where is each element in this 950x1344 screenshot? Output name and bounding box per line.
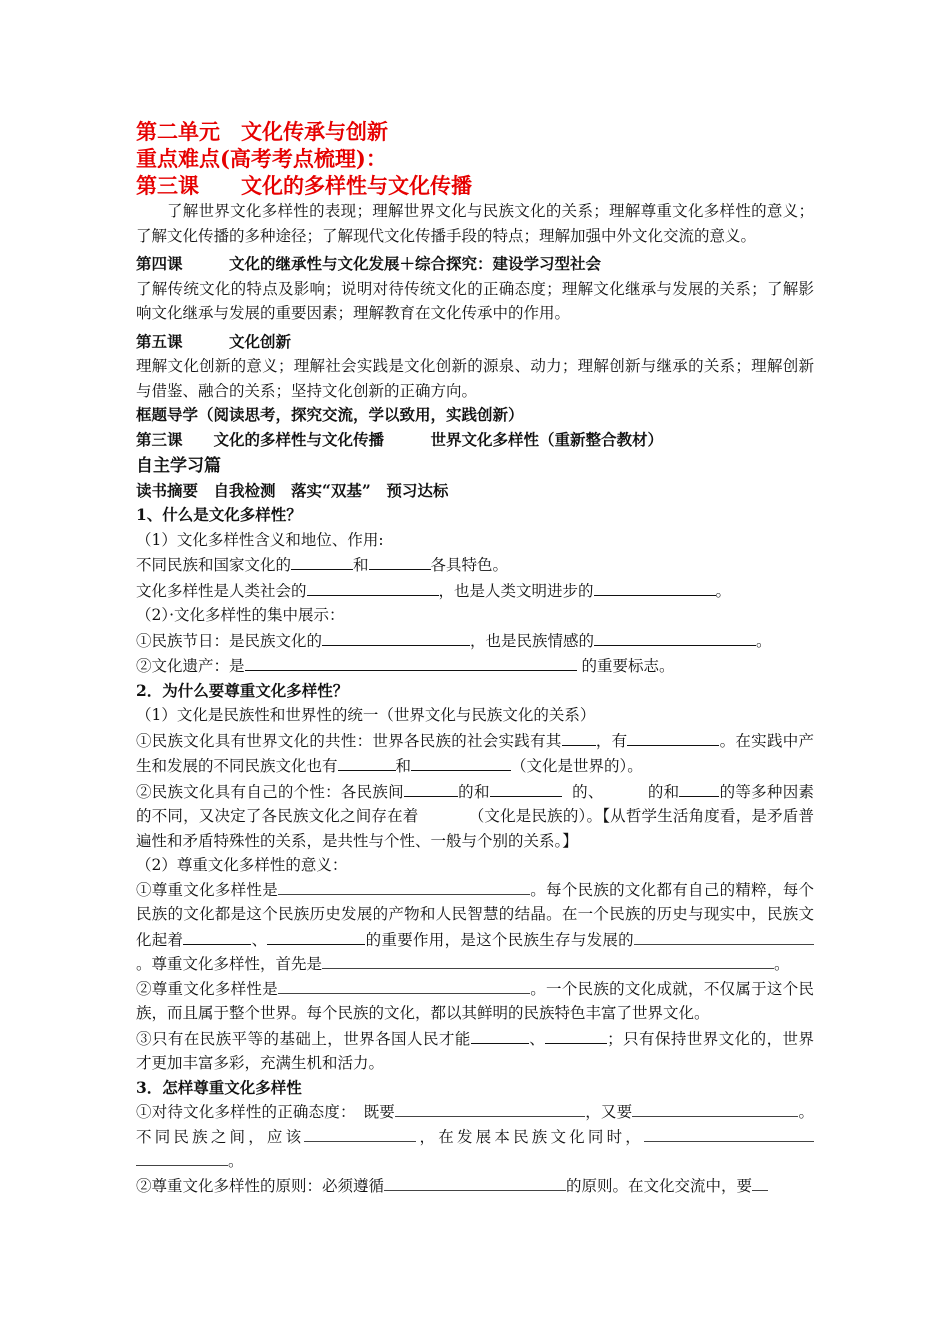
text: 文化多样性是人类社会的 xyxy=(136,581,307,600)
blank[interactable] xyxy=(545,1026,607,1044)
text: 。 xyxy=(774,955,790,973)
blank[interactable] xyxy=(307,578,439,596)
q3-para-b xyxy=(136,1174,814,1199)
document-page xyxy=(136,118,814,1198)
q1-sub1: （1）文化多样性含义和地位、作用: xyxy=(136,530,384,549)
text: ②尊重文化多样性的原则：必须遵循 xyxy=(136,1176,385,1195)
text: ，在发展本民族文化同时， xyxy=(416,1127,644,1146)
lesson3-goal: 了解世界文化多样性的表现；理解世界文化与民族文化的关系；理解尊重文化多样性的意义；了解文化传播的多种途径；了解现代文化传播手段的特点；理解加强中外文化交流的意义。 xyxy=(136,202,814,245)
lesson5-title: 第五课 文化创新 xyxy=(136,331,292,351)
text: 。在实践中产生和发展的不同民族文化也有 xyxy=(136,731,814,775)
blank[interactable] xyxy=(278,977,530,994)
q3-para-a xyxy=(136,1100,814,1174)
text: 各具特色。 xyxy=(430,556,509,574)
lesson4-title: 第四课 文化的继承性与文化发展＋综合探究：建设学习型社会 xyxy=(136,254,602,273)
text: 的重要作用，是这个民族生存与发展的 xyxy=(365,930,634,949)
text: 。 xyxy=(715,581,732,600)
text: 。一个民族的文化成就，不仅属于这个民族，而且属于整个世界。每个民族的文化，都以其鲜明的民族特色丰富了世界文化。 xyxy=(136,979,814,1022)
text: 的原则。在文化交流中，要 xyxy=(566,1176,753,1195)
blank[interactable] xyxy=(322,952,774,969)
self-study-title: 自主学习篇 xyxy=(136,456,221,476)
text: ，又要 xyxy=(585,1103,633,1121)
text: 。不同民族之间，应该 xyxy=(136,1103,814,1146)
text: ①民族节日：是民族文化的 xyxy=(136,631,323,650)
text: 。 xyxy=(228,1152,244,1170)
blank[interactable] xyxy=(404,779,458,797)
q2-para-b xyxy=(136,779,814,854)
unit-title: 第二单元 文化传承与创新 xyxy=(136,119,388,144)
text: 的、 xyxy=(572,782,604,801)
text: ②文化遗产：是 xyxy=(136,657,245,675)
text: ，世界才更加丰富多彩，充满生机和活力。 xyxy=(136,1029,814,1072)
key-points-title: 重点难点(高考考点梳理)： xyxy=(136,146,387,171)
text: 和 xyxy=(395,757,412,775)
lesson5-goal: 理解文化创新的意义；理解社会实践是文化创新的源泉、动力；理解创新与继承的关系；理解创新与借鉴、融合的关系；坚持文化创新的正确方向。 xyxy=(136,357,814,400)
blank[interactable] xyxy=(338,753,396,771)
text: ①民族文化具有世界文化的共性：世界各民族的社会实践有其 xyxy=(136,731,562,750)
blank[interactable] xyxy=(267,927,365,945)
blank[interactable] xyxy=(369,552,431,570)
q1-line1 xyxy=(136,552,814,578)
blank[interactable] xyxy=(304,1125,416,1142)
q1-line4 xyxy=(136,653,814,679)
blank[interactable] xyxy=(395,1100,585,1117)
blank[interactable] xyxy=(471,1026,529,1044)
text: ，有 xyxy=(595,731,628,750)
lesson4-goal: 了解传统文化的特点及影响；说明对待传统文化的正确态度；理解文化继承与发展的关系；了解影响文化继承与发展的重要因素；理解教育在文化传承中的作用。 xyxy=(136,279,814,322)
text: 。每个民族的文化都有自己的精粹，每个民族的文化都是这个民族历史发展的产物和人民智慧的结晶。在一个民族的历史与现实中，民族文化起着 xyxy=(136,880,814,949)
text: 和 xyxy=(353,556,369,574)
q2-title: 2．为什么要尊重文化多样性？ xyxy=(136,680,349,700)
blank[interactable] xyxy=(490,779,562,797)
blank[interactable] xyxy=(632,1100,784,1117)
reading-summary-heading: 读书摘要 自我检测 落实“双基” 预习达标 xyxy=(136,480,449,500)
text: （文化是民族的）。【从哲学生活角度看，是矛盾普遍性和矛盾特殊性的关系，是共性与个性、一般与个别的关系。】 xyxy=(136,807,814,850)
blank[interactable] xyxy=(562,728,596,746)
text: ①对待文化多样性的正确态度： 既要 xyxy=(136,1103,395,1121)
blank[interactable] xyxy=(644,1125,814,1142)
text: 的和 xyxy=(457,782,490,801)
q1-line3 xyxy=(136,628,814,654)
blank[interactable] xyxy=(627,728,719,746)
blank[interactable] xyxy=(752,1174,768,1191)
text: 的重要标志。 xyxy=(581,657,675,675)
blank[interactable] xyxy=(679,779,719,797)
blank[interactable] xyxy=(634,928,814,945)
blank[interactable] xyxy=(411,753,511,771)
text: 的等多种因素的不同，又决定了各民族文化之间存在着 xyxy=(136,782,814,825)
blank[interactable] xyxy=(784,1100,798,1117)
q2-para-d xyxy=(136,977,814,1026)
blank[interactable] xyxy=(594,628,756,646)
blank[interactable] xyxy=(136,1149,228,1166)
text: ②民族文化具有自己的个性：各民族间 xyxy=(136,782,404,801)
text: ②尊重文化多样性是 xyxy=(136,979,278,998)
blank[interactable] xyxy=(322,628,470,646)
q1-title: 1、什么是文化多样性？ xyxy=(136,505,302,524)
lesson3-title: 第三课 文化的多样性与文化传播 xyxy=(136,173,472,198)
text: ，也是人类文明进步的 xyxy=(438,581,594,600)
text: ①尊重文化多样性是 xyxy=(136,880,278,899)
text: 不同民族和国家文化的 xyxy=(136,556,292,574)
text: 、 xyxy=(251,930,268,949)
blank[interactable] xyxy=(604,780,648,797)
q2-sub1: （1）文化是民族性和世界性的统一（世界文化与民族文化的关系） xyxy=(136,706,596,724)
text: 。 xyxy=(756,631,772,650)
text: 的和 xyxy=(647,782,680,801)
blank[interactable] xyxy=(594,578,716,596)
text: ；只有保持世界文化的 xyxy=(607,1029,767,1048)
text: 、 xyxy=(528,1029,546,1048)
text: 。尊重文化多样性，首先是 xyxy=(136,955,323,973)
q2-para-e xyxy=(136,1026,814,1076)
blank[interactable] xyxy=(183,927,251,945)
q2-sub2: （2）尊重文化多样性的意义： xyxy=(136,856,348,874)
text: （文化是世界的）。 xyxy=(511,757,643,775)
q2-para-a xyxy=(136,728,814,779)
blank[interactable] xyxy=(245,653,577,671)
section-line: 第三课 文化的多样性与文化传播 世界文化多样性（重新整合教材） xyxy=(136,429,664,449)
blank[interactable] xyxy=(419,804,469,821)
blank[interactable] xyxy=(278,878,530,895)
guide-heading: 框题导学（阅读思考，探究交流，学以致用，实践创新） xyxy=(136,405,524,424)
q3-title: 3．怎样尊重文化多样性 xyxy=(136,1077,302,1097)
q2-para-c xyxy=(136,878,814,977)
blank[interactable] xyxy=(291,552,353,570)
q1-line2 xyxy=(136,578,814,604)
blank[interactable] xyxy=(384,1174,566,1191)
q1-sub2: （2）·文化多样性的集中展示： xyxy=(136,606,345,624)
text: ③只有在民族平等的基础上，世界各国人民才能 xyxy=(136,1029,471,1048)
text: ，也是民族情感的 xyxy=(470,631,595,650)
